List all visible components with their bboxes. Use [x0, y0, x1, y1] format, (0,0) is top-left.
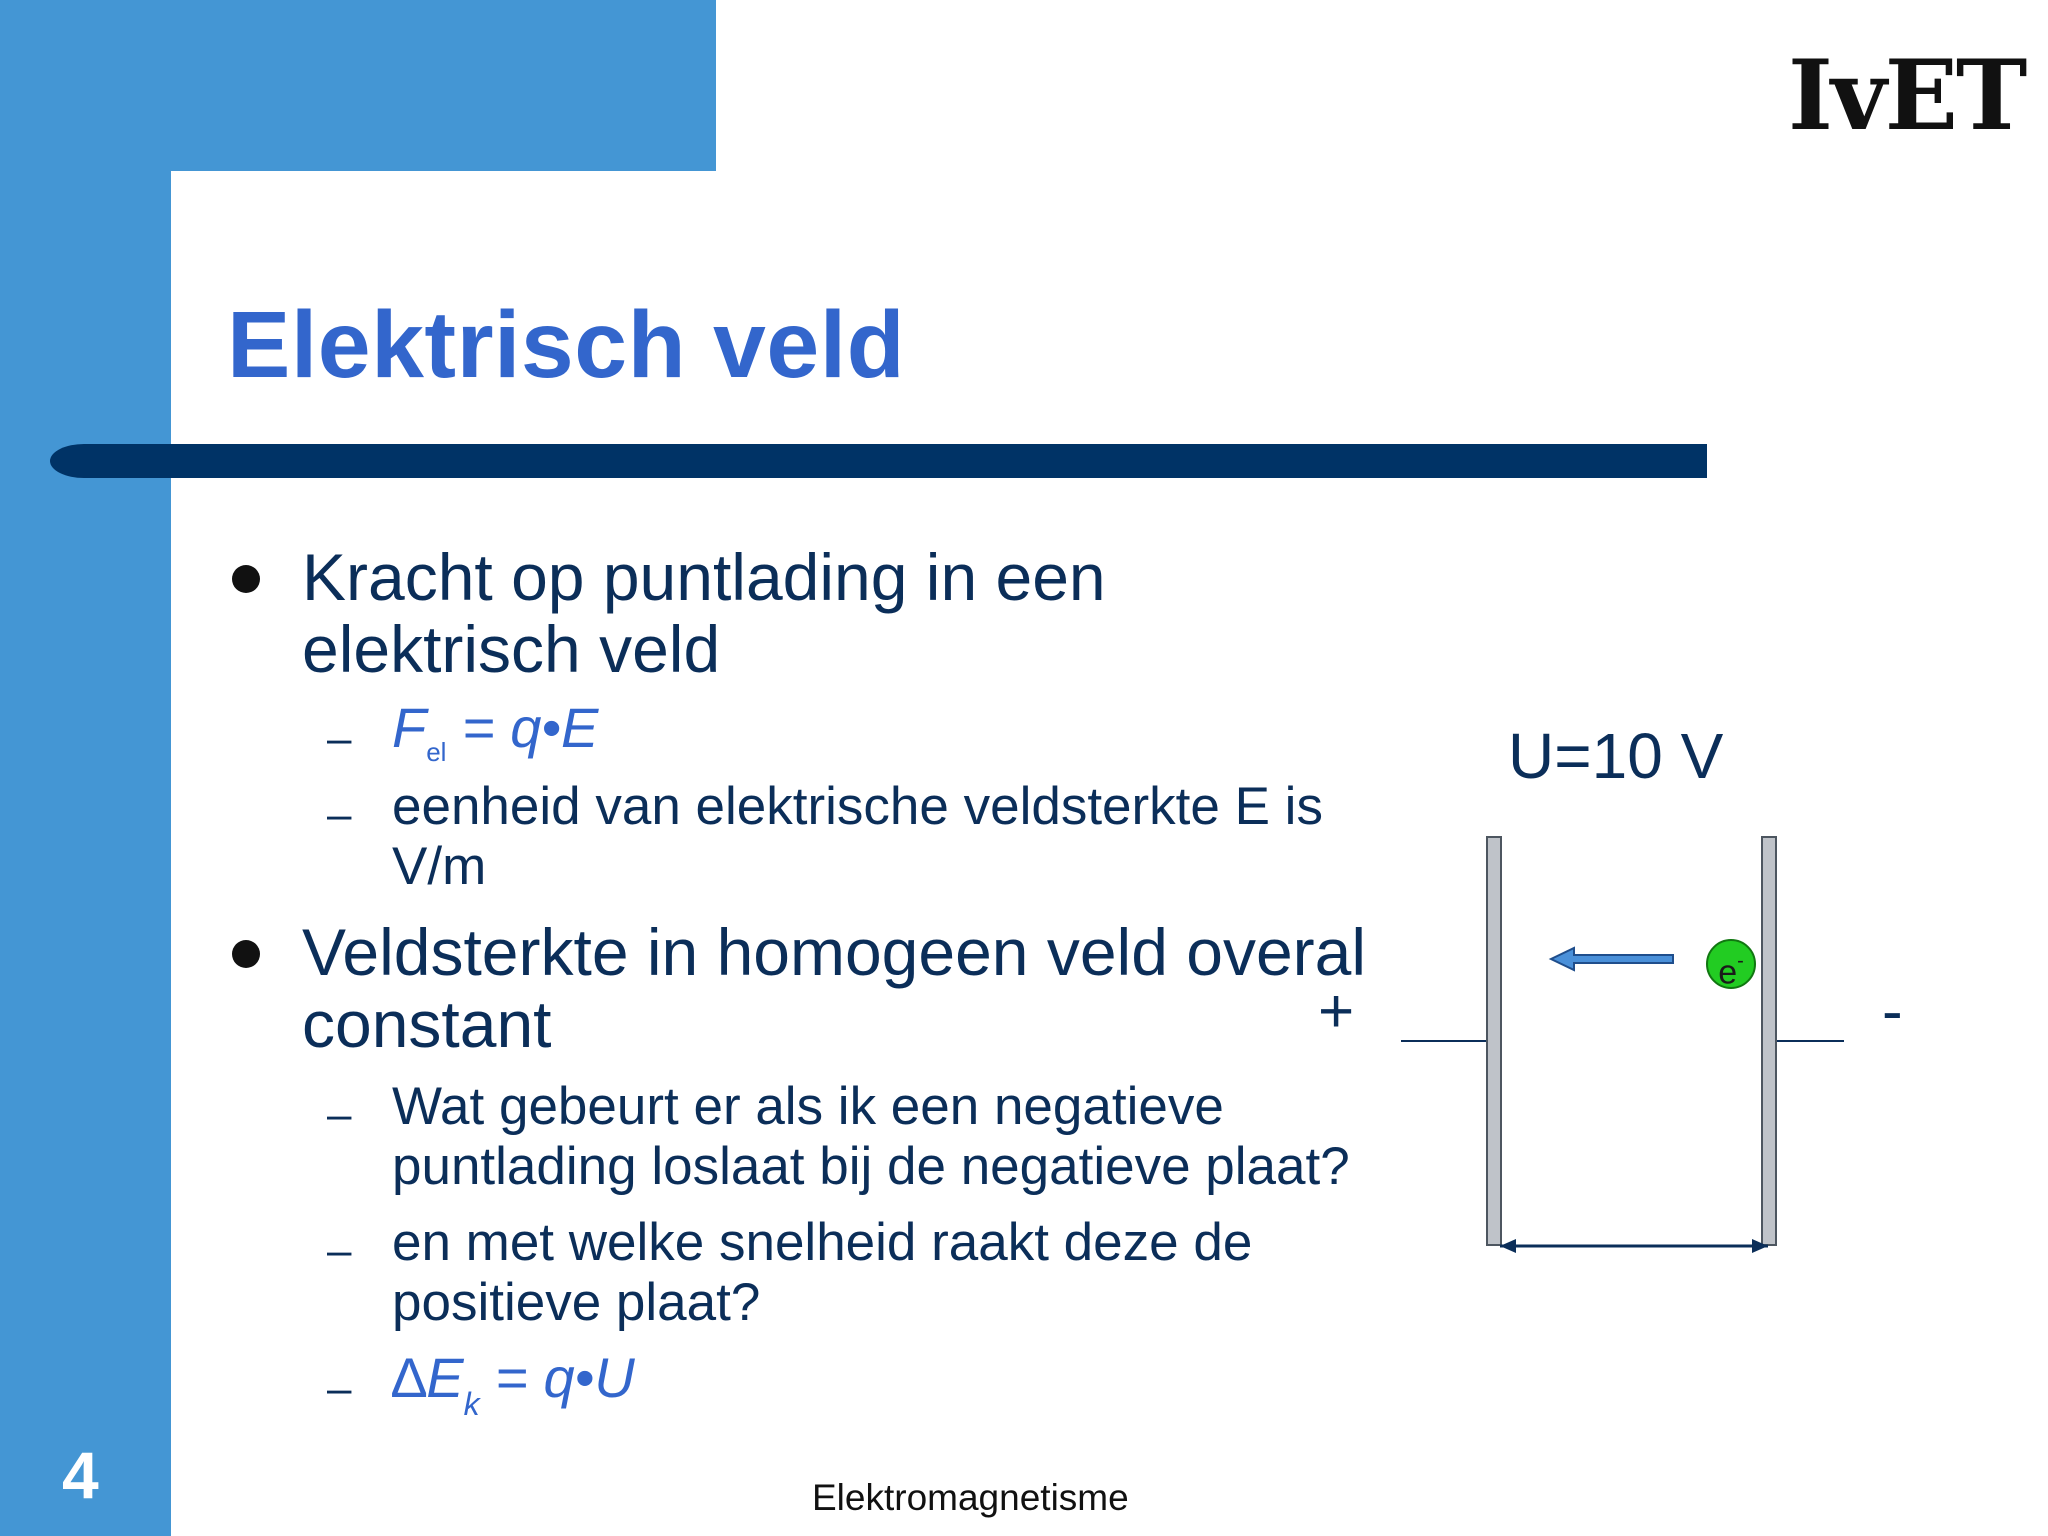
electron-label: e — [1718, 953, 1738, 992]
minus-label: - — [1882, 977, 1903, 1046]
bullet-1-sub-2-line-1: eenheid van elektrische veldsterkte E is — [392, 777, 1323, 836]
slide-number: 4 — [62, 1438, 99, 1512]
bullet-2-sub-2-line-1: en met welke snelheid raakt deze de — [392, 1213, 1253, 1272]
bullet-2-line-2: constant — [302, 987, 552, 1061]
distance-arrow — [1500, 1239, 1768, 1253]
formula-e-subscript: k — [463, 1386, 480, 1422]
bullet-1-sub-2-line-2: V/m — [392, 837, 487, 896]
sub-bullet-dash: – — [327, 1226, 352, 1275]
sub-bullet-dash: – — [327, 714, 352, 763]
bullet-1-line-2: elektrisch veld — [302, 612, 721, 686]
ivet-logo: IvET — [1788, 39, 2026, 152]
force-arrow — [1551, 948, 1673, 970]
electron — [1706, 939, 1756, 992]
force-arrow-shape — [1551, 948, 1673, 970]
formula-e: E — [426, 1346, 464, 1409]
bullet-2-sub-1-line-2: puntlading loslaat bij de negatieve plaat? — [392, 1137, 1350, 1196]
formula-f-subscript: el — [426, 737, 447, 767]
voltage-label: U=10 V — [1508, 720, 1724, 792]
plus-label: + — [1318, 977, 1355, 1046]
formula-delta: ∆ — [392, 1346, 427, 1409]
footer-text: Elektromagnetisme — [812, 1477, 1129, 1518]
bullet-2-sub-2-line-2: positieve plaat? — [392, 1273, 761, 1332]
formula-f: F — [392, 696, 427, 759]
slide-title: Elektrisch veld — [227, 292, 906, 398]
sub-bullet-dash: – — [327, 1364, 352, 1413]
bullet-1-line-1: Kracht op puntlading in een — [302, 540, 1106, 614]
bullet-2-line-1: Veldsterkte in homogeen veld overal — [302, 915, 1366, 989]
bullet-2-sub-1-line-1: Wat gebeurt er als ik een negatieve — [392, 1077, 1224, 1136]
sub-bullet-dash: – — [327, 1090, 352, 1139]
formula-f-rest: = q•E — [446, 696, 599, 759]
formula-e-rest: = q•U — [479, 1346, 635, 1409]
electron-charge: - — [1737, 950, 1744, 972]
sub-bullet-dash: – — [327, 790, 352, 839]
